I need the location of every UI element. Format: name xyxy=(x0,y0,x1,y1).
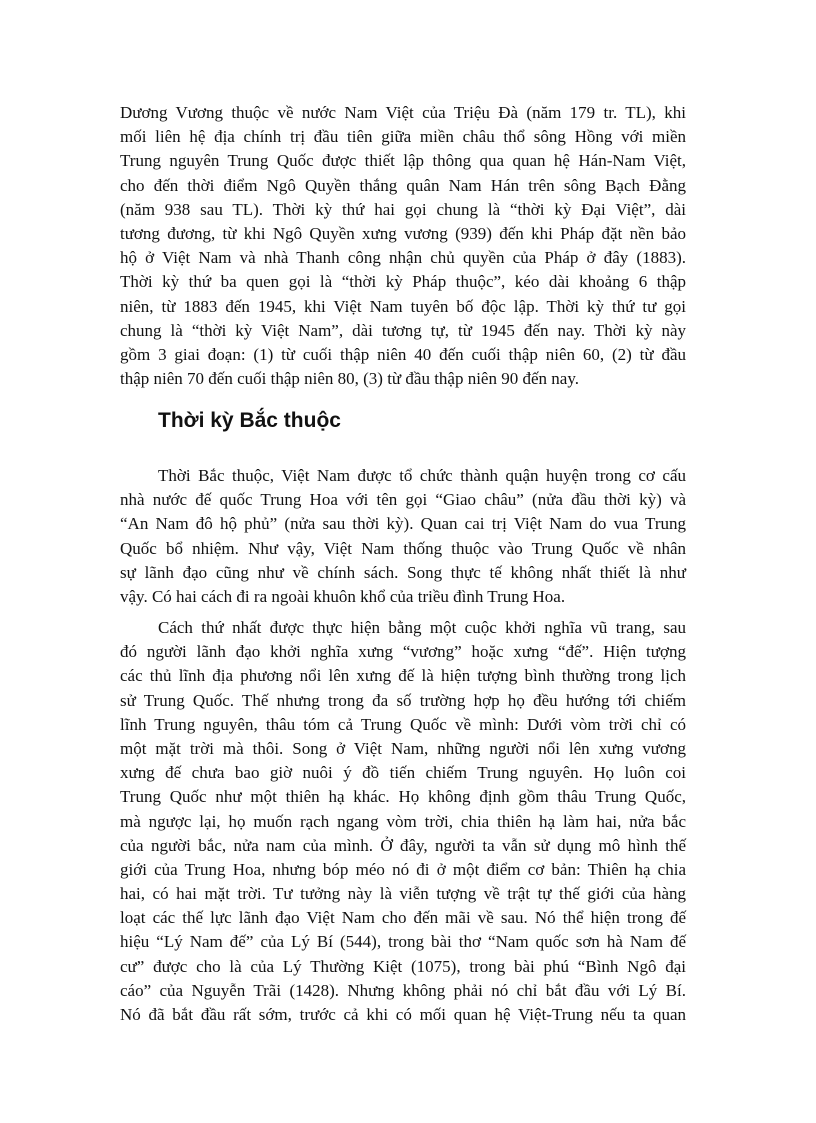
paragraph-line: nhà nước đế quốc Trung Hoa với tên gọi “Giao châu” (nửa đầu thời kỳ) và xyxy=(120,490,686,510)
paragraph-line: Nó đã bắt đầu rất sớm, trước cả khi có mối quan hệ Việt-Trung nếu ta quan xyxy=(120,1005,686,1024)
section-heading: Thời kỳ Bắc thuộc xyxy=(158,409,341,432)
paragraph-bac-thuoc xyxy=(120,464,686,609)
paragraph-line: gồm 3 giai đoạn: (1) từ cuối thập niên 40 đến cuối thập niên 60, (2) từ đầu xyxy=(120,344,686,364)
paragraph-line: xưng đế chưa bao giờ nuôi ý đồ tiến chiếm Trung nguyên. Họ luôn coi xyxy=(120,763,686,783)
paragraph-line: Dương Vương thuộc về nước Nam Việt của Triệu Đà (năm 179 tr. TL), khi xyxy=(120,103,686,122)
paragraph-line: hai, có hai mặt trời. Tư tưởng này là viễn tượng về trật tự thế giới của hàng xyxy=(120,884,686,904)
paragraph-line: mà ngược lại, họ muốn rạch ngang vòm trời, chia thiên hạ làm hai, nửa bắc xyxy=(120,811,686,831)
paragraph-first-way xyxy=(120,616,686,1027)
paragraph-line: một mặt trời mà thôi. Song ở Việt Nam, những người nổi lên xưng vương xyxy=(120,738,686,758)
paragraph-line: loạt các thế lực lãnh đạo Việt Nam cho đến mãi về sau. Nó thể hiện trong đế xyxy=(120,908,686,928)
paragraph-line: hiệu “Lý Nam đế” của Lý Bí (544), trong bài thơ “Nam quốc sơn hà Nam đế xyxy=(120,932,686,952)
paragraph-line: Thời kỳ thứ ba quen gọi là “thời kỳ Pháp thuộc”, kéo dài khoảng 6 thập xyxy=(120,272,686,292)
paragraph-line: Trung nguyên Trung Quốc được thiết lập thông qua quan hệ Hán-Nam Việt, xyxy=(120,151,686,171)
paragraph-line: cáo” của Nguyễn Trãi (1428). Nhưng không phải nó chỉ bắt đầu với Lý Bí. xyxy=(120,980,686,1000)
paragraph-line: vậy. Có hai cách đi ra ngoài khuôn khổ của triều đình Trung Hoa. xyxy=(120,586,566,606)
paragraph-line: “An Nam đô hộ phủ” (nửa sau thời kỳ). Quan cai trị Việt Nam do vua Trung xyxy=(120,514,686,534)
paragraph-line: mối liên hệ địa chính trị đầu tiên giữa miền châu thổ sông Hồng với miền xyxy=(120,127,686,147)
paragraph-line: sự lãnh đạo cũng như về chính sách. Song thực tế không nhất thiết là như xyxy=(120,562,686,582)
paragraph-line: tương đương, từ khi Ngô Quyền xưng vương (939) đến khi Pháp đặt nền bảo xyxy=(120,223,686,243)
paragraph-line: các thủ lĩnh địa phương nổi lên xưng đế là hiện tượng bình thường trong lịch xyxy=(120,666,686,686)
paragraph-line: cư” được cho là của Lý Thường Kiệt (1075), trong bài phú “Bình Ngô đại xyxy=(120,956,686,976)
paragraph-line: của người bắc, nửa nam của mình. Ở đây, người ta vẫn sử dụng mô hình thế xyxy=(120,835,686,855)
paragraph-line: Trung Quốc như một thiên hạ khác. Họ không định gồm thâu Trung Quốc, xyxy=(120,787,686,807)
paragraph-line: lĩnh Trung nguyên, thâu tóm cả Trung Quốc về mình: Dưới vòm trời chỉ có xyxy=(120,714,686,734)
paragraph-line: Quốc bổ nhiệm. Như vậy, Việt Nam thống thuộc vào Trung Quốc về nhân xyxy=(120,538,686,558)
paragraph-line: Thời Bắc thuộc, Việt Nam được tổ chức thành quận huyện trong cơ cấu xyxy=(158,466,686,485)
paragraph-line: giới của Trung Hoa, nhưng bóp méo nó đi ở một điểm cơ bản: Thiên hạ chia xyxy=(120,859,686,879)
paragraph-line: sử Trung Quốc. Thế nhưng trong đa số trường hợp họ đều hướng tới chiếm xyxy=(120,690,686,710)
paragraph-line: hộ ở Việt Nam và nhà Thanh công nhận chủ quyền của Pháp ở đây (1883). xyxy=(120,248,686,268)
paragraph-line: Cách thứ nhất được thực hiện bằng một cuộc khởi nghĩa vũ trang, sau xyxy=(158,618,686,637)
paragraph-line: đó người lãnh đạo khởi nghĩa xưng “vương” hoặc xưng “đế”. Hiện tượng xyxy=(120,642,686,662)
paragraph-line: thập niên 70 đến cuối thập niên 80, (3) từ đầu thập niên 90 đến nay. xyxy=(120,369,579,389)
paragraph-line: chung là “thời kỳ Việt Nam”, dài tương tự, từ 1945 đến nay. Thời kỳ này xyxy=(120,320,686,340)
paragraph-line: niên, từ 1883 đến 1945, khi Việt Nam tuyên bố độc lập. Thời kỳ thứ tư gọi xyxy=(120,296,686,316)
paragraph-line: (năm 938 sau TL). Thời kỳ thứ hai gọi chung là “thời kỳ Đại Việt”, dài xyxy=(120,199,686,219)
paragraph-line: cho đến thời điểm Ngô Quyền thắng quân Nam Hán trên sông Bạch Đằng xyxy=(120,175,686,195)
paragraph-intro xyxy=(120,101,686,391)
